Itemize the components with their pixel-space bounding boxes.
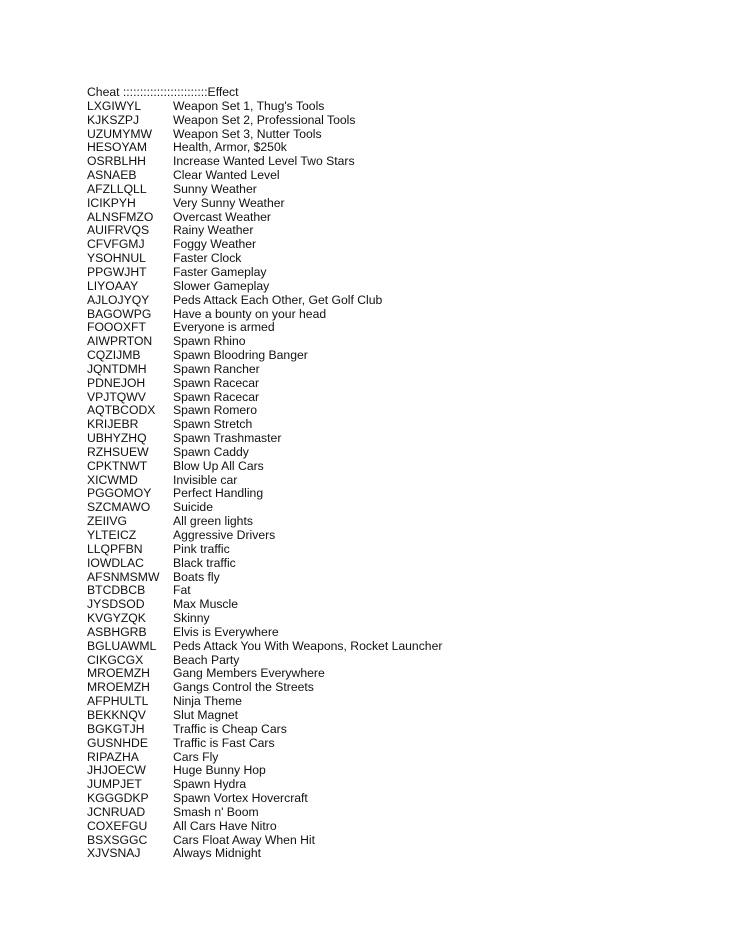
cheat-code: MROEMZH [87,666,150,681]
table-row [87,792,707,806]
table-row [87,751,707,765]
cheat-effect: Peds Attack Each Other, Get Golf Club [173,292,383,307]
table-row [87,432,707,446]
cheat-code: YSOHNUL [87,251,146,266]
table-row [87,778,707,792]
cheat-effect: Blow Up All Cars [173,458,264,473]
table-row [87,806,707,820]
table-row [87,529,707,543]
table-row [87,820,707,834]
cheat-effect: Slut Magnet [173,707,239,722]
cheat-code: CQZIJMB [87,348,141,363]
cheat-code: RIPAZHA [87,749,139,764]
cheat-effect: Traffic is Cheap Cars [173,721,287,736]
cheat-code: MROEMZH [87,680,150,695]
table-row [87,404,707,418]
cheat-code: LIYOAAY [87,278,139,293]
cheat-code: BEKKNQV [87,707,146,722]
cheat-effect: Huge Bunny Hop [173,763,266,778]
cheat-code: LXGIWYL [87,98,142,113]
cheat-effect: Cars Fly [173,749,219,764]
cheat-code: XJVSNAJ [87,846,141,861]
cheat-code: UZUMYMW [87,126,152,141]
cheat-effect: Perfect Handling [173,486,264,501]
cheat-effect: Boats fly [173,569,220,584]
cheat-effect: Rainy Weather [173,223,254,238]
cheat-code: XICWMD [87,472,138,487]
cheat-code: AIWPRTON [87,334,153,349]
cheat-effect: Pink traffic [173,541,230,556]
cheat-effect: Spawn Rhino [173,334,246,349]
table-row [87,667,707,681]
cheat-code: YLTEICZ [87,528,137,542]
cheat-effect: Ninja Theme [173,694,242,709]
cheat-code: AJLOJYQY [87,292,150,307]
cheat-effect: Clear Wanted Level [173,168,280,183]
cheat-code: KGGGDKP [87,791,149,806]
cheat-code: BAGOWPG [87,306,152,321]
cheat-code: AFPHULTL [87,694,149,709]
cheat-effect: Spawn Racecar [173,389,260,404]
table-row [87,197,707,211]
cheat-code: COXEFGU [87,818,148,833]
cheat-code: JQNTDMH [87,361,147,376]
table-row [87,266,707,280]
cheat-effect: Spawn Romero [173,403,257,418]
cheat-effect: Faster Gameplay [173,264,267,279]
table-row [87,128,707,142]
cheat-code: PPGWJHT [87,264,147,279]
cheat-effect: Everyone is armed [173,320,275,335]
cheat-effect: Increase Wanted Level Two Stars [173,154,355,169]
cheat-code: ASBHGRB [87,624,147,639]
cheat-effect: Skinny [173,611,210,626]
cheat-code: AQTBCODX [87,403,156,418]
cheat-effect: Elvis is Everywhere [173,624,279,639]
cheat-effect: All green lights [173,514,253,529]
table-row [87,654,707,668]
cheat-code: KVGYZQK [87,611,146,626]
cheat-effect: Foggy Weather [173,237,257,252]
cheat-effect: Cars Float Away When Hit [173,832,316,847]
cheat-code: PGGOMOY [87,486,152,501]
cheat-code: OSRBLHH [87,154,146,169]
cheat-code: ASNAEB [87,168,137,183]
table-row [87,584,707,598]
cheat-effect: Spawn Racecar [173,375,260,390]
table-row [87,515,707,529]
table-row [87,391,707,405]
table-row [87,543,707,557]
table-row [87,474,707,488]
table-row [87,764,707,778]
table-row [87,834,707,848]
cheat-code: AFSNMSMW [87,569,160,584]
cheat-effect: Peds Attack You With Weapons, Rocket Launcher [173,638,443,653]
cheat-code: ZEIIVG [87,514,127,529]
cheat-code: GUSNHDE [87,735,148,750]
table-row [87,847,707,861]
cheat-code: HESOYAM [87,140,148,155]
cheat-effect: Invisible car [173,472,238,487]
cheat-code: AFZLLQLL [87,181,147,196]
cheat-effect: Black traffic [173,555,236,570]
cheat-effect: Sunny Weather [173,181,257,196]
table-row [87,100,707,114]
cheat-code: SZCMAWO [87,500,151,515]
cheat-code: CFVFGMJ [87,237,145,252]
cheat-code: BSXSGGC [87,832,148,847]
table-row [87,280,707,294]
cheat-code: ICIKPYH [87,195,136,210]
table-row [87,349,707,363]
table-row [87,571,707,585]
table-row [87,695,707,709]
table-row [87,723,707,737]
cheat-code: CIKGCGX [87,652,144,667]
cheat-code: ALNSFMZO [87,209,154,224]
cheat-effect: Spawn Hydra [173,777,247,792]
cheat-code: BTCDBCB [87,583,146,598]
cheat-effect: Suicide [173,500,213,515]
cheat-effect: Smash n' Boom [173,804,259,819]
cheat-effect: Very Sunny Weather [173,195,285,210]
cheat-code: KJKSZPJ [87,112,140,127]
table-row [87,335,707,349]
table-row [87,183,707,197]
cheat-code: JHJOECW [87,763,146,778]
cheat-effect: All Cars Have Nitro [173,818,277,833]
table-row [87,446,707,460]
table-row [87,557,707,571]
cheat-code: BGLUAWML [87,638,157,653]
table-row [87,321,707,335]
cheat-effect: Spawn Caddy [173,444,249,459]
cheat-effect: Spawn Bloodring Banger [173,348,308,363]
table-row [87,709,707,723]
cheat-effect: Fat [173,583,191,598]
cheat-code: UBHYZHQ [87,431,147,446]
table-row [87,681,707,695]
cheat-code: RZHSUEW [87,444,149,459]
table-row [87,294,707,308]
cheat-effect: Spawn Trashmaster [173,431,282,446]
table-row [87,169,707,183]
table-row [87,598,707,612]
table-row [87,737,707,751]
cheat-code: KRIJEBR [87,417,139,432]
table-row [87,155,707,169]
cheat-effect: Weapon Set 3, Nutter Tools [173,126,322,141]
cheat-effect: Have a bounty on your head [173,306,327,321]
cheat-effect: Weapon Set 2, Professional Tools [173,112,356,127]
table-row [87,211,707,225]
cheat-effect: Beach Party [173,652,240,667]
table-row [87,377,707,391]
cheat-effect: Faster Clock [173,251,242,266]
cheat-effect: Aggressive Drivers [173,528,276,542]
cheat-list [87,86,707,861]
cheat-effect: Spawn Rancher [173,361,260,376]
cheat-effect: Gangs Control the Streets [173,680,314,695]
table-row [87,626,707,640]
table-row [87,501,707,515]
cheat-rows [87,100,707,861]
cheat-code: LLQPFBN [87,541,143,556]
table-row [87,487,707,501]
cheat-code: BGKGTJH [87,721,145,736]
cheat-code: CPKTNWT [87,458,148,473]
table-row [87,238,707,252]
cheat-code: JCNRUAD [87,804,146,819]
table-row [87,612,707,626]
cheat-code: IOWDLAC [87,555,144,570]
table-row [87,141,707,155]
table-row [87,308,707,322]
cheat-effect: Health, Armor, $250k [173,140,287,155]
cheat-effect: Max Muscle [173,597,239,612]
cheat-code: FOOOXFT [87,320,146,335]
table-row [87,252,707,266]
cheat-code: JYSDSOD [87,597,145,612]
table-row [87,114,707,128]
cheat-effect: Spawn Stretch [173,417,253,432]
cheat-code: AUIFRVQS [87,223,150,238]
table-row [87,418,707,432]
cheat-effect: Always Midnight [173,846,262,861]
cheat-effect: Traffic is Fast Cars [173,735,275,750]
cheat-effect: Slower Gameplay [173,278,270,293]
cheat-effect: Overcast Weather [173,209,271,224]
cheat-code: PDNEJOH [87,375,146,390]
cheat-effect: Weapon Set 1, Thug's Tools [173,98,325,113]
cheat-code: VPJTQWV [87,389,146,404]
cheat-effect: Spawn Vortex Hovercraft [173,791,308,806]
table-row [87,224,707,238]
table-row [87,640,707,654]
cheat-code: JUMPJET [87,777,142,792]
cheat-effect: Gang Members Everywhere [173,666,325,681]
table-row [87,363,707,377]
table-row [87,460,707,474]
table-header: Cheat :::::::::::::::::::::::::Effect [87,85,239,99]
